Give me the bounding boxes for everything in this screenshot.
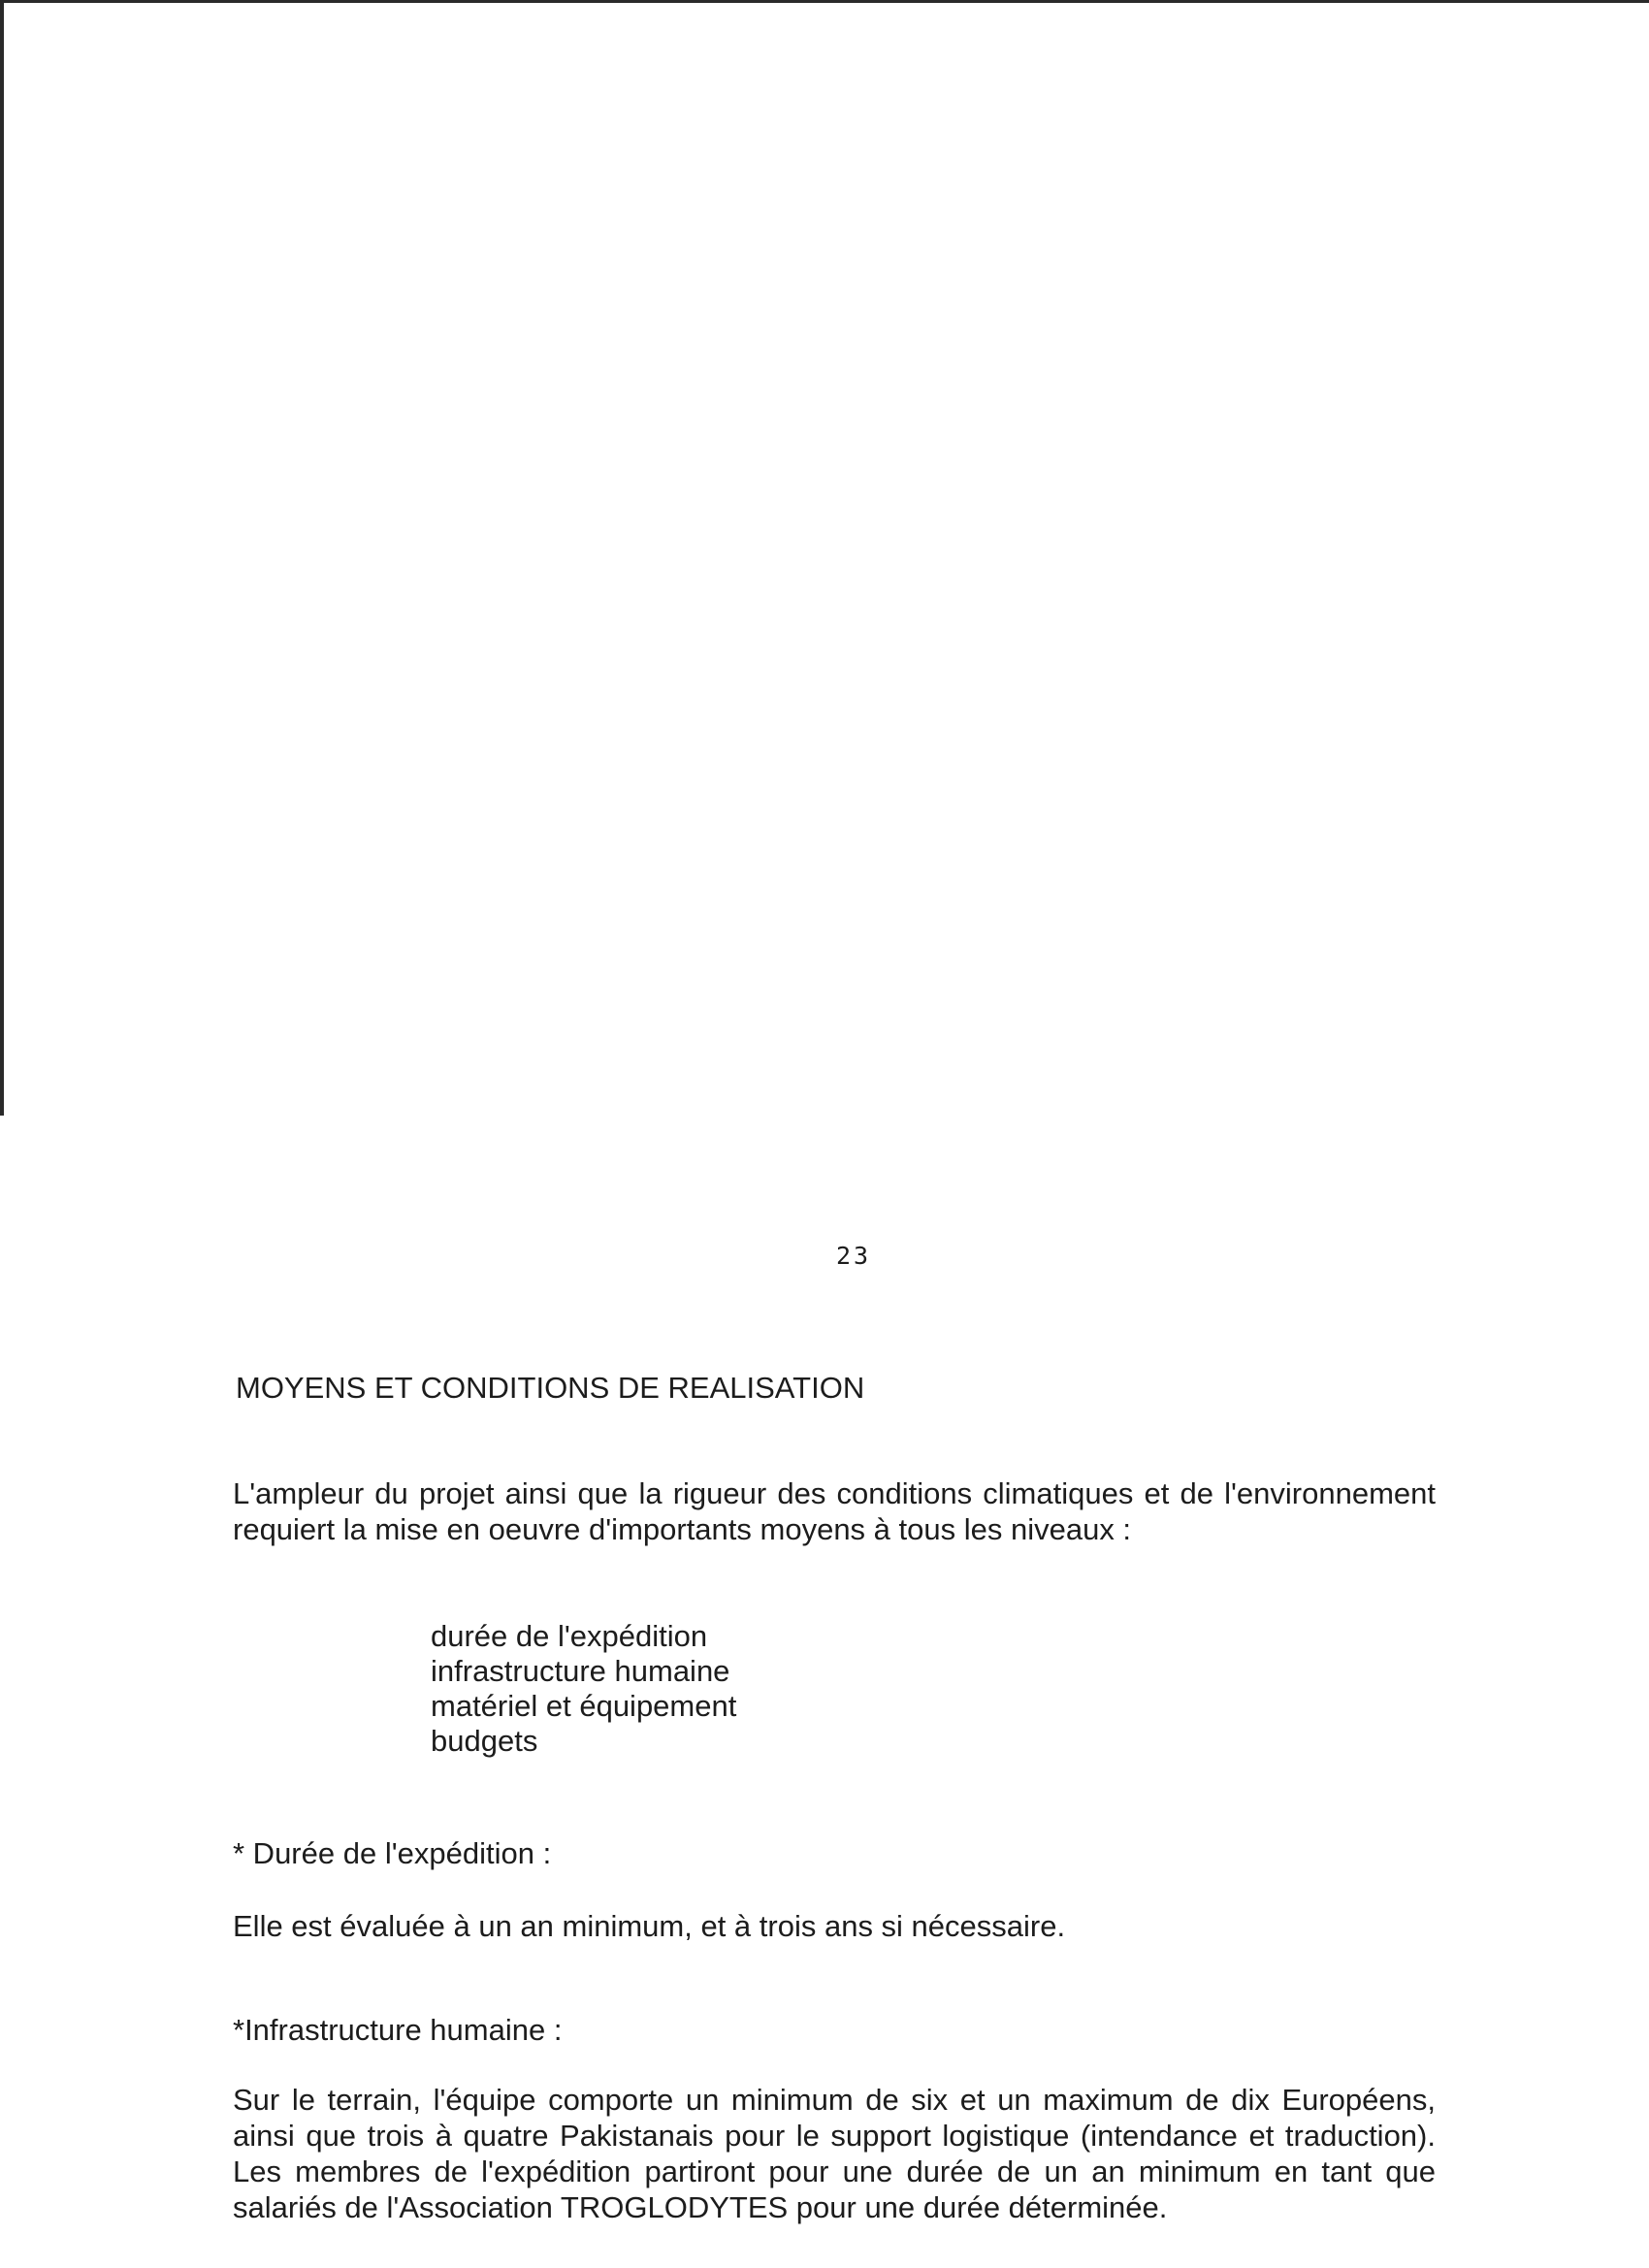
means-list bbox=[431, 1619, 736, 1759]
list-item: infrastructure humaine bbox=[431, 1654, 730, 1688]
page-number: 23 bbox=[836, 1242, 872, 1270]
list-item: durée de l'expédition bbox=[431, 1619, 708, 1653]
duration-text: Elle est évaluée à un an minimum, et à trois ans si nécessaire. bbox=[233, 1909, 1066, 1943]
scan-top-border bbox=[0, 0, 1649, 3]
section-heading: MOYENS ET CONDITIONS DE REALISATION bbox=[236, 1371, 865, 1405]
list-item: budgets bbox=[431, 1724, 538, 1758]
scan-left-border bbox=[0, 0, 4, 1116]
human-infrastructure-text: Sur le terrain, l'équipe comporte un minimum de six et un maximum de dix Européens, ainsi que trois à quatre Pakistanais pour le support logistique (intendance et traduction). Les membres de l'expédition partiront pour une durée de un an minimum en tant que salariés de l'Association TROGLODYTES pour une durée déterminée. bbox=[233, 2083, 1436, 2224]
intro-paragraph: L'ampleur du projet ainsi que la rigueur des conditions climatiques et de l'environnement requiert la mise en oeuvre d'importants moyens à tous les niveaux : bbox=[233, 1476, 1436, 1546]
human-infrastructure-title: *Infrastructure humaine : bbox=[233, 2013, 563, 2047]
duration-title: * Durée de l'expédition : bbox=[233, 1836, 552, 1870]
list-item: matériel et équipement bbox=[431, 1689, 737, 1723]
